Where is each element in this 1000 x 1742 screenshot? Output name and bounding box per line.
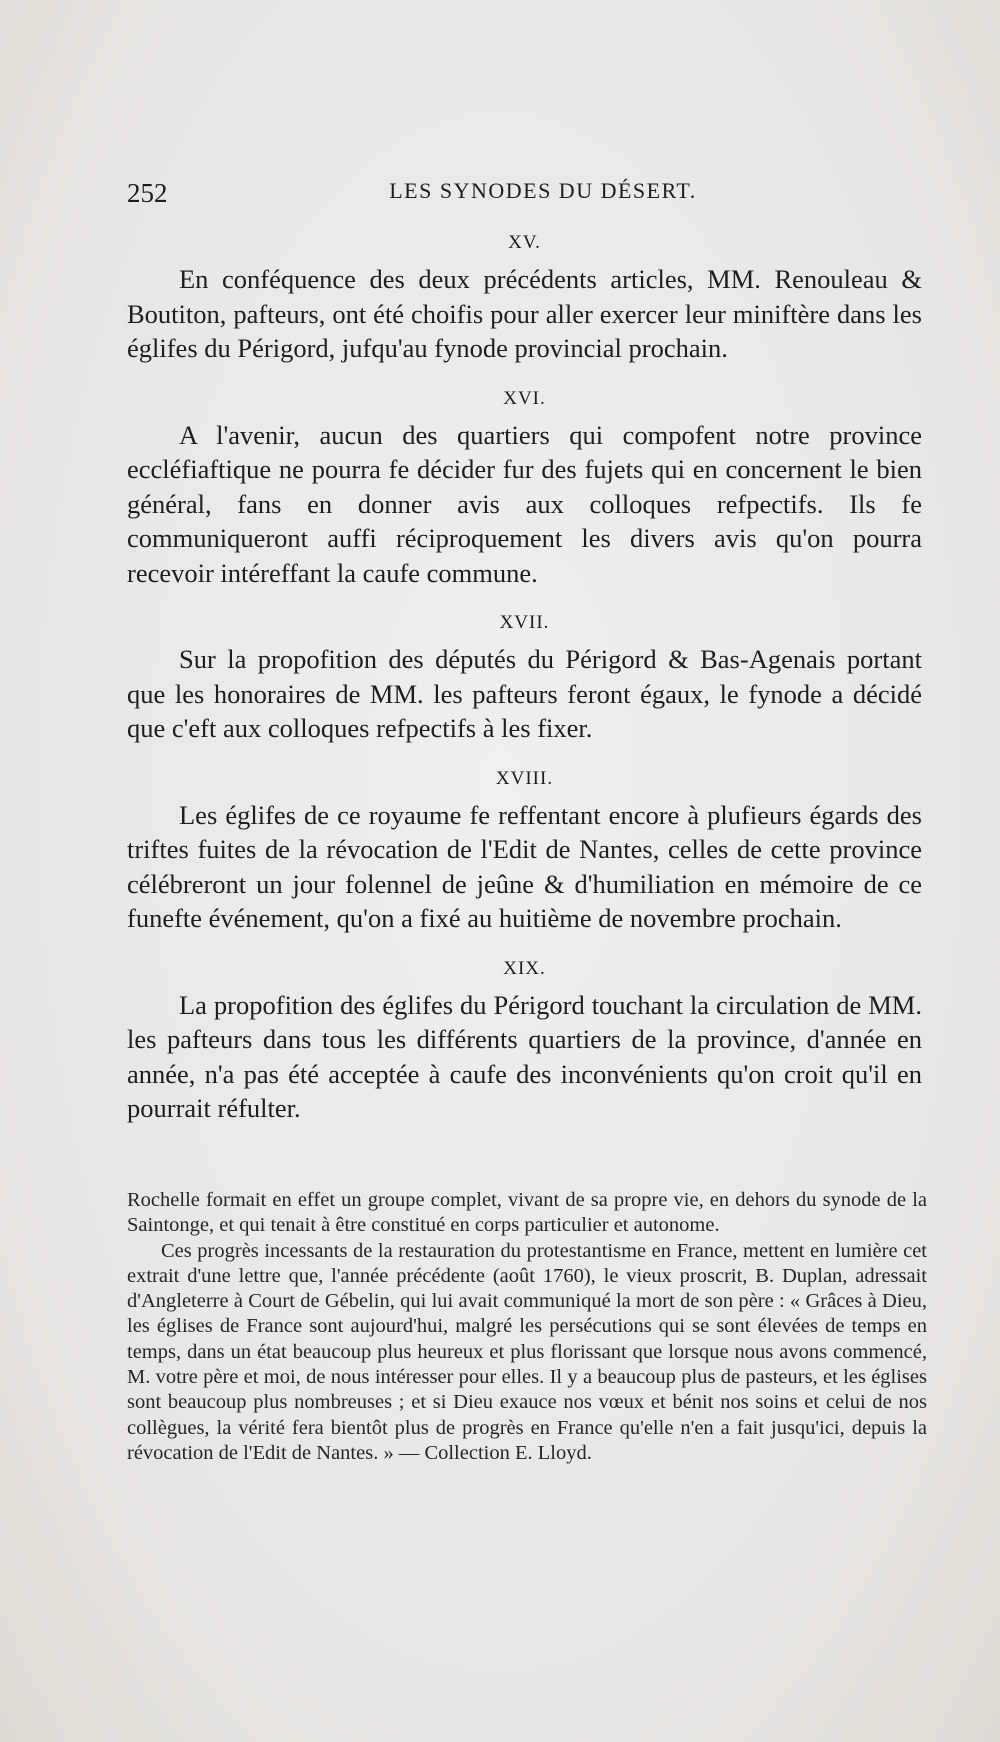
article-number: XV. — [508, 232, 541, 253]
article-number: XVII. — [499, 612, 550, 633]
article-number: XIX. — [503, 957, 546, 979]
page-header — [127, 178, 919, 218]
footnotes — [127, 1188, 927, 1466]
page-number: 252 — [127, 178, 168, 208]
article-number: XVIII. — [495, 767, 554, 789]
article-text: Sur la propofition des députés du Périgord & Bas-Agenais portant que les honoraires de MM. les pafteurs feront égaux, le fynode a décidé que c'eft aux colloques refpectifs à les fixer. — [127, 644, 922, 743]
article-xix — [127, 950, 922, 1126]
footnote: Ces progrès incessants de la restauration du protestantisme en France, mettent en lumière cet extrait d'une lettre que, l'année précédente (août 1760), le vieux proscrit, B. Duplan, adressait d'Angleterre à Court de Gébelin, qui lui avait communiqué la mort de son père : « Grâces à Dieu, les églises de France sont aujourd'hui, malgré les persécutions qui se sont élevées de temps en temps, dans un état beaucoup plus heureux et plus florissant que lorsque nous avons commencé, M. votre père et moi, de nous intéresser pour elles. Il y a beaucoup plus de pasteurs, et les églises sont beaucoup plus nombreuses ; et si Dieu exauce nos vœux et bénit nos soins et celui de nos collègues, la vérité fera bientôt plus de progrès en France qu'elle n'en a fait jusqu'ici, depuis la révocation de l'Edit de Nantes. » — Collection E. Lloyd. — [127, 1239, 927, 1464]
running-title: LES SYNODES DU DÉSERT. — [389, 178, 697, 203]
article-xv — [127, 224, 922, 366]
article-text: A l'avenir, aucun des quartiers qui compofent notre province eccléfiaftique ne pourra fe décider fur des fujets qui en concernent le bien général, fans en donner avis aux colloques refpectifs. Ils fe communiqueront auffi réciproquement les divers avis qu'on pourra recevoir intéreffant la caufe commune. — [127, 419, 922, 588]
article-text: La propofition des églifes du Périgord touchant la circulation de MM. les pafteurs dans tous les différents quartiers de la province, d'année en année, n'a pas été acceptée à caufe des inconvénients qu'on croit qu'il en pourrait réfulter. — [127, 989, 922, 1123]
article-xviii — [127, 760, 922, 936]
article-number: XVI. — [503, 387, 546, 409]
article-text: En conféquence des deux précédents articles, MM. Renouleau & Boutiton, pafteurs, ont été choifis pour aller exercer leur miniftère dans les églifes du Périgord, jufqu'au fynode provincial prochain. — [127, 264, 922, 363]
articles — [127, 224, 922, 1140]
article-xvii — [127, 604, 922, 746]
footnote-continued: Rochelle formait en effet un groupe complet, vivant de sa propre vie, en dehors du synode de la Saintonge, et qui tenait à être constitué en corps particulier et autonome. — [127, 1189, 927, 1237]
article-xvi — [127, 380, 922, 591]
article-text: Les églifes de ce royaume fe reffentant encore à plufieurs égards des triftes fuites de la révocation de l'Edit de Nantes, celles de cette province célébreront un jour folennel de jeûne & d'humiliation en mémoire de ce funefte événement, qu'on a fixé au huitième de novembre prochain. — [127, 799, 922, 933]
